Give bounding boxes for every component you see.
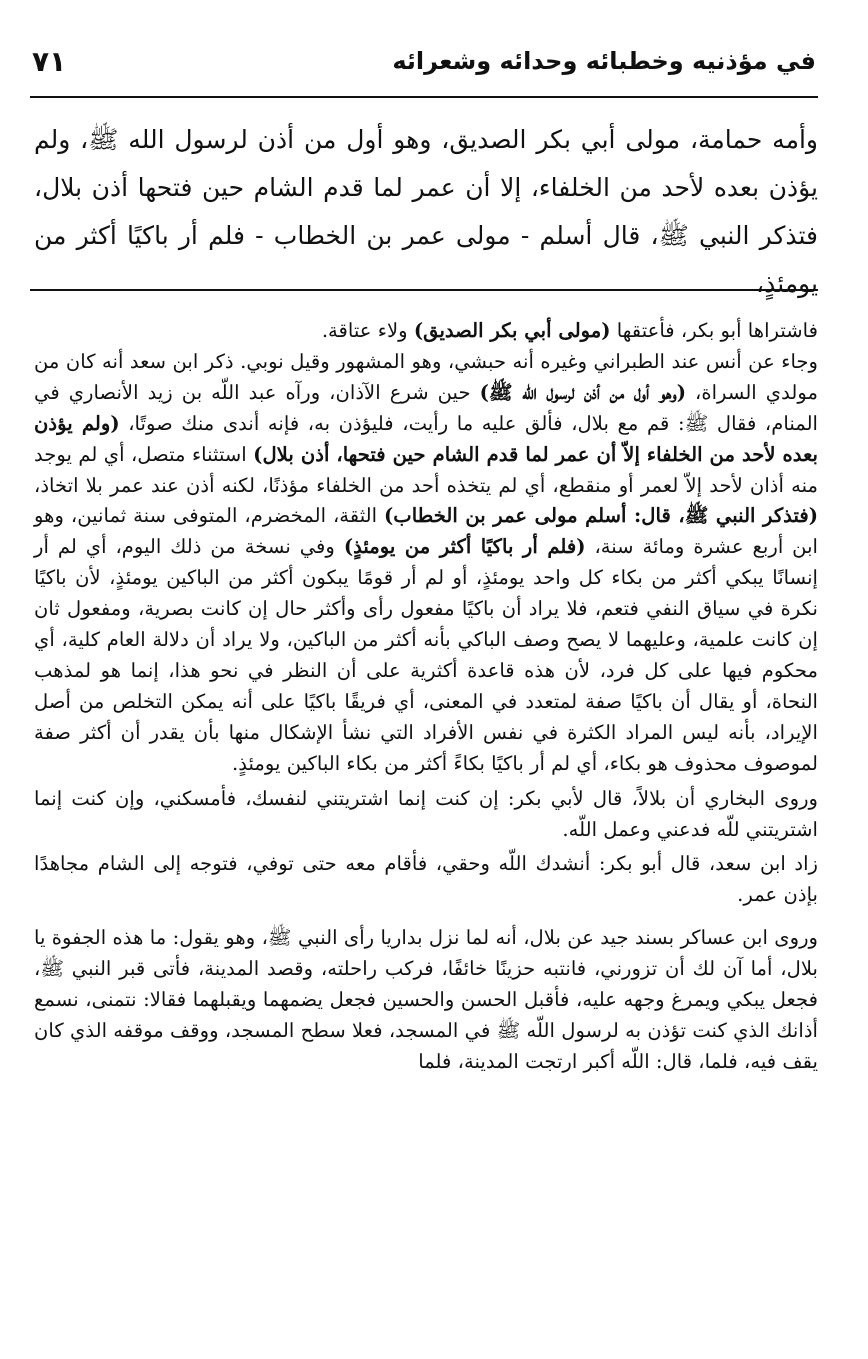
header-rule bbox=[30, 96, 818, 98]
commentary-paragraph: وروى البخاري أن بلالاً، قال لأبي بكر: إن كنت إنما اشتريتني لنفسك، فأمسكني، وإن كنت إنما اشتريتني للّه فدعني وعمل اللّه. bbox=[34, 786, 818, 841]
quoted-matn: (مولى أبي بكر الصديق) bbox=[413, 319, 611, 342]
quoted-matn: (فتذكر النبي ﷺ، قال: أسلم مولى عمر بن الخطاب) bbox=[384, 504, 818, 528]
commentary-text: وفي نسخة من ذلك اليوم، أي لم أر إنسانًا يبكي أكثر من بكاء كل واحد يومئذٍ، أو لم أر قومًا يبكون أكثر من الباكين يومئذٍ، لأن باكيًا نكرة في سياق النفي فتعم، فلا يراد أن باكيًا مفعول رأى وأكثر حال إن كانت بصرية، ومفعول ثان إن كانت علمية، وعليهما لا يصح وصف الباكي بأنه أكثر من الباكين، ولا يراد أن دلالة العام كلية، أي محكوم فيها على كل فرد، لأن هذه قاعدة أكثرية على أن النظر في نحو هذا، إنما هو لمذهب النحاة، أو يقال أن باكيًا صفة لمتعدد في المعنى، أي فريقًا باكيًا على أنه يمكن التخلص من أصل الإيراد، بأنه ليس المراد الكثرة في نفس الأفراد التي نشأ الإشكال منها بأن يقدر أن أكثر صفة لموصوف محذوف هو بكاء، أي لم أر باكيًا بكاءً أكثر من بكاء الباكين يومئذٍ. bbox=[34, 535, 818, 775]
page-number: ٧١ bbox=[32, 44, 67, 78]
commentary-separator bbox=[30, 289, 818, 291]
commentary bbox=[34, 316, 818, 1078]
commentary-paragraph bbox=[34, 316, 818, 347]
commentary-paragraph bbox=[34, 347, 818, 780]
quoted-matn: (وهو أول من أذن لرسول اللّه ﷺ) bbox=[479, 380, 686, 404]
commentary-text: استثناء متصل، أي لم يوجد منه أذان لأحد إلاّ لعمر أو منقطع، أي لم يتخذه أحد من الخلفاء مؤذنًا، لكنه أذن عند عمر بلا اتخاذ، bbox=[34, 442, 818, 497]
commentary-text: حين شرع الآذان، ورآه عبد اللّه بن زيد الأنصاري في المنام، فقال ﷺ: قم مع بلال، فألق عليه ما رأيت، فليؤذن به، فإنه أندى منك صوتًا، bbox=[34, 380, 819, 435]
running-title: في مؤذنيه وخطبائه وحدائه وشعرائه bbox=[392, 47, 816, 75]
commentary-text: ولاء عتاقة. bbox=[321, 319, 408, 342]
commentary-paragraph: وروى ابن عساكر بسند جيد عن بلال، أنه لما نزل بداريا رأى النبي ﷺ، وهو يقول: ما هذه الجفوة يا بلال، أما آن لك أن تزورني، فانتبه حزينًا خائفًا، فركب راحلته، وقصد المدينة، فأتى قبر النبي ﷺ، فجعل يبكي ويمرغ وجهه عليه، فأقبل الحسن والحسين فجعل يضمهما ويقبلهما فقالا: نتمنى، نسمع أذانك الذي كنت تؤذن به لرسول اللّه ﷺ في المسجد، فعلا سطح المسجد، ووقف موقفه الذي كان يقف فيه، فلما، قال: اللّه أكبر ارتجت المدينة، فلما bbox=[34, 926, 818, 1073]
commentary-text: فاشتراها أبو بكر، فأعتقها bbox=[616, 319, 818, 342]
commentary-text: الثقة، المخضرم، المتوفى سنة ثمانين، وهو ابن أربع عشرة ومائة سنة، bbox=[34, 504, 818, 559]
commentary-paragraph: زاد ابن سعد، قال أبو بكر: أنشدك اللّه وحقي، فأقام معه حتى توفي، فتوجه إلى الشام مجاهدًا بإذن عمر. bbox=[34, 852, 818, 907]
main-text: وأمه حمامة، مولى أبي بكر الصديق، وهو أول من أذن لرسول الله ﷺ، ولم يؤذن بعده لأحد من الخلفاء، إلا أن عمر لما قدم الشام حين فتحها أذن بلال، فتذكر النبي ﷺ، قال أسلم - مولى عمر بن الخطاب - فلم أر باكيًا أكثر من يومئذٍ، bbox=[34, 125, 818, 298]
quoted-matn: (فلم أر باكيًا أكثر من يومئذٍ) bbox=[343, 535, 586, 559]
page-header bbox=[32, 36, 816, 86]
commentary-text: وجاء عن أنس عند الطبراني وغيره أنه حبشي، وهو المشهور وقيل نوبي. ذكر ابن سعد أنه كان من مولدي السراة، bbox=[34, 349, 818, 404]
quoted-matn: (ولم يؤذن بعده لأحد من الخلفاء إلاّ أن عمر لما قدم الشام حين فتحها، أذن بلال) bbox=[34, 411, 818, 466]
